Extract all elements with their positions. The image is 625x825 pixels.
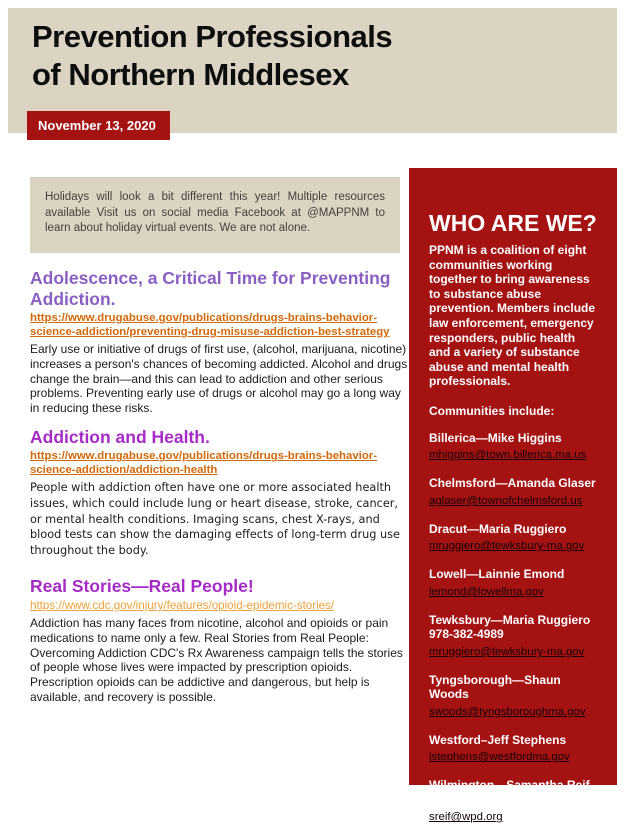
sidebar-description: PPNM is a coalition of eight communities working together to bring awareness to substance abuse prevention. Members include law enforcement, emergency responders, public health and a variety of substance abuse and mental health professionals. bbox=[429, 243, 596, 389]
contact-name: Wilmington—Samantha Reif bbox=[429, 778, 590, 793]
contact-name: Billerica—Mike Higgins bbox=[429, 430, 562, 445]
page-title-line2: of Northern Middlesex bbox=[32, 57, 349, 92]
article-addiction-health bbox=[30, 427, 408, 558]
contact-name: Westford–Jeff Stephens bbox=[429, 732, 567, 747]
article-link[interactable]: https://www.cdc.gov/injury/features/opioid-epidemic-stories/ bbox=[30, 598, 335, 612]
contact-phone: 978-447-2296 bbox=[429, 792, 504, 807]
issue-date-banner: November 13, 2020 bbox=[27, 111, 170, 140]
contact-wilmington bbox=[429, 778, 599, 825]
contact-chelmsford bbox=[429, 476, 599, 509]
article-body: Early use or initiative of drugs of first use, (alcohol, marijuana, nicotine) increases a person's chances of becoming addicted. Alcohol and drugs change the brain—and this can lead to addiction and other serious problems. Preventing early use of drugs or alcohol may go a long way in reducing these risks. bbox=[30, 342, 408, 416]
article-link[interactable]: https://www.drugabuse.gov/publications/drugs-brains-behavior-science-addiction/preventing-drug-misuse-addiction-best-strategy bbox=[30, 312, 390, 338]
sidebar-heading: WHO ARE WE? bbox=[429, 210, 597, 236]
who-are-we-sidebar bbox=[409, 168, 617, 824]
contact-name: Lowell—Lainnie Emond bbox=[429, 567, 565, 582]
contact-lowell bbox=[429, 567, 599, 600]
contact-email-link[interactable]: jstephens@westfordma.gov bbox=[429, 751, 570, 764]
contact-phone: 978-382-4989 bbox=[429, 627, 504, 642]
contact-name: Tewksbury—Maria Ruggiero bbox=[429, 612, 591, 627]
contact-westford bbox=[429, 733, 599, 766]
article-body: People with addiction often have one or more associated health issues, which could include lung or heart disease, stroke, cancer, or mental health conditions. Imaging scans, chest X-rays, and blood tests can show the damaging effects of long-term drug use throughout the body. bbox=[30, 481, 401, 557]
intro-text: Holidays will look a bit different this year! Multiple resources available Visit us on social media Facebook at @MAPPNM to learn about holiday virtual events. We are not alone. bbox=[45, 191, 385, 234]
article-body: Addiction has many faces from nicotine, alcohol and opioids or pain medications to name only a few. Real Stories from Real People: Overcoming Addiction CDC's Rx Awareness campaign tells the stories of people whose lives were impacted by prescription opioids. Prescription opioids can be addictive and dangerous, but help is available, and recovery is possible. bbox=[30, 615, 403, 704]
contact-email-link[interactable]: sreif@wpd.org bbox=[429, 811, 503, 824]
article-heading: Real Stories—Real People! bbox=[30, 576, 254, 597]
contact-email-link[interactable]: swoods@tyngsboroughma.gov bbox=[429, 705, 586, 718]
contact-dracut bbox=[429, 522, 599, 555]
contact-email-link[interactable]: mhiggins@town.billerica.ma.us bbox=[429, 449, 587, 462]
contact-name: Dracut—Maria Ruggiero bbox=[429, 521, 567, 536]
contact-name: Chelmsford—Amanda Glaser bbox=[429, 476, 596, 491]
article-real-stories bbox=[30, 576, 408, 704]
article-heading: Adolescence, a Critical Time for Preventing Addiction. bbox=[30, 268, 391, 309]
article-heading: Addiction and Health. bbox=[30, 426, 210, 447]
intro-callout-box bbox=[30, 177, 400, 253]
contact-tewksbury bbox=[429, 613, 599, 660]
page-title-line1: Prevention Professionals bbox=[32, 19, 393, 54]
contact-email-link[interactable]: mruggiero@tewksbury-ma.gov bbox=[429, 540, 585, 553]
article-link[interactable]: https://www.drugabuse.gov/publications/drugs-brains-behavior-science-addiction/addiction-health bbox=[30, 450, 378, 477]
contact-billerica bbox=[429, 431, 599, 464]
communities-label: Communities include: bbox=[429, 403, 555, 418]
article-adolescence bbox=[30, 268, 408, 416]
contact-email-link[interactable]: mruggiero@tewksbury-ma.gov bbox=[429, 645, 585, 658]
contact-name: Tyngsborough—Shaun Woods bbox=[429, 672, 561, 702]
contact-tyngsborough bbox=[429, 673, 599, 720]
contact-email-link[interactable]: lemond@lowellma.gov bbox=[429, 585, 544, 598]
contact-email-link[interactable]: aglaser@townofchelmsford.us bbox=[429, 494, 583, 507]
main-content bbox=[30, 268, 408, 716]
page-title bbox=[8, 8, 617, 94]
